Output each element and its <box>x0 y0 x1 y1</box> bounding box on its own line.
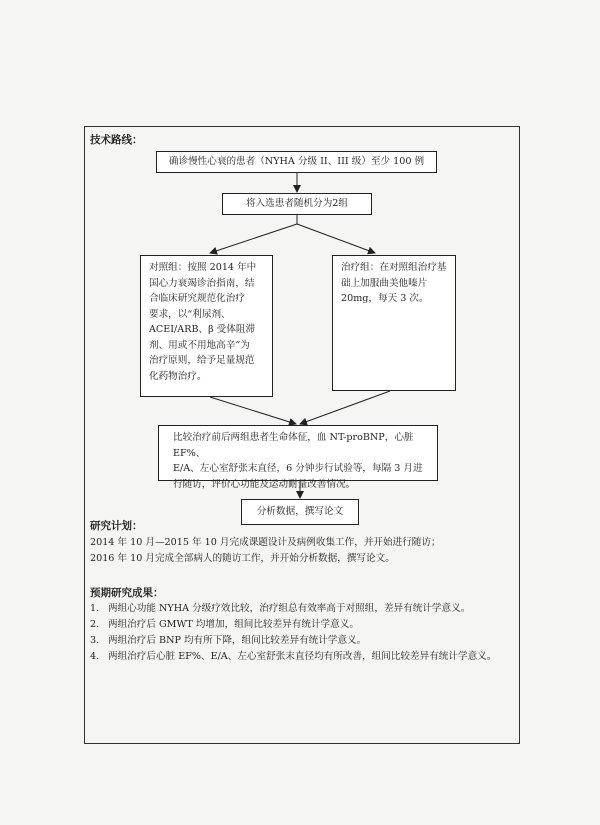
expected-result-text: 两组治疗后 BNP 均有所下降，组间比较差异有统计学意义。 <box>108 635 367 646</box>
flow-box-control-group-text: 对照组：按照 2014 年中 国心力衰竭诊治指南，结 合临床研究规范化治疗 要求，以“利尿剂、 ACEI/ARB、β 受体阻滞 剂、用或不用地高辛”为 治疗原则，给予足量规范 化药物治疗。 <box>149 262 257 382</box>
expected-result-item-2 <box>90 617 500 632</box>
flow-box-comparison-text: 比较治疗前后两组患者生命体征，血 NT-proBNP，心脏 EF%、 E/A、左心室舒张末直径，6 分钟步行试验等，每隔 3 月进 行随访，评价心功能及运动耐量改善情况。 <box>173 432 423 490</box>
expected-result-number: 3. <box>90 635 100 646</box>
flow-box-analysis <box>241 499 359 525</box>
flow-box-patients <box>156 151 437 173</box>
flow-box-control-group <box>140 255 273 397</box>
research-plan-line-1: 2014 年 10 月—2015 年 10 月完成课题设计及病例收集工作，并开始进行随访； <box>90 537 441 548</box>
expected-result-number: 4. <box>90 651 100 662</box>
flow-box-comparison <box>158 425 438 490</box>
expected-result-item-3 <box>90 633 500 648</box>
flow-box-treatment-group <box>332 255 456 391</box>
expected-result-number: 2. <box>90 619 100 630</box>
expected-result-text: 两组治疗后心脏 EF%、E/A、左心室舒张末直径均有所改善，组间比较差异有统计学意义。 <box>108 651 497 662</box>
expected-result-text: 两组心功能 NYHA 分级疗效比较，治疗组总有效率高于对照组，差异有统计学意义。 <box>108 603 471 614</box>
research-plan-line-2: 2016 年 10 月完成全部病人的随访工作，并开始分析数据，撰写论文。 <box>90 553 395 564</box>
flow-box-treatment-group-text: 治疗组：在对照组治疗基 础上加服曲美他嗪片 20mg，每天 3 次。 <box>341 262 447 304</box>
expected-result-text: 两组治疗后 GMWT 均增加，组间比较差异有统计学意义。 <box>108 619 359 630</box>
flow-box-randomize <box>222 193 372 215</box>
flow-box-patients-text: 确诊慢性心衰的患者（NYHA 分级 II、III 级）至少 100 例 <box>168 156 425 167</box>
flow-box-analysis-text: 分析数据，撰写论文 <box>256 506 344 517</box>
research-plan-title: 研究计划： <box>90 520 143 532</box>
tech-route-title: 技术路线： <box>90 134 143 146</box>
expected-result-item-1 <box>90 601 500 616</box>
expected-result-number: 1. <box>90 603 100 614</box>
expected-result-item-4 <box>90 649 500 664</box>
flow-box-randomize-text: 将入选患者随机分为2组 <box>245 198 349 209</box>
expected-results-title: 预期研究成果： <box>90 587 164 599</box>
